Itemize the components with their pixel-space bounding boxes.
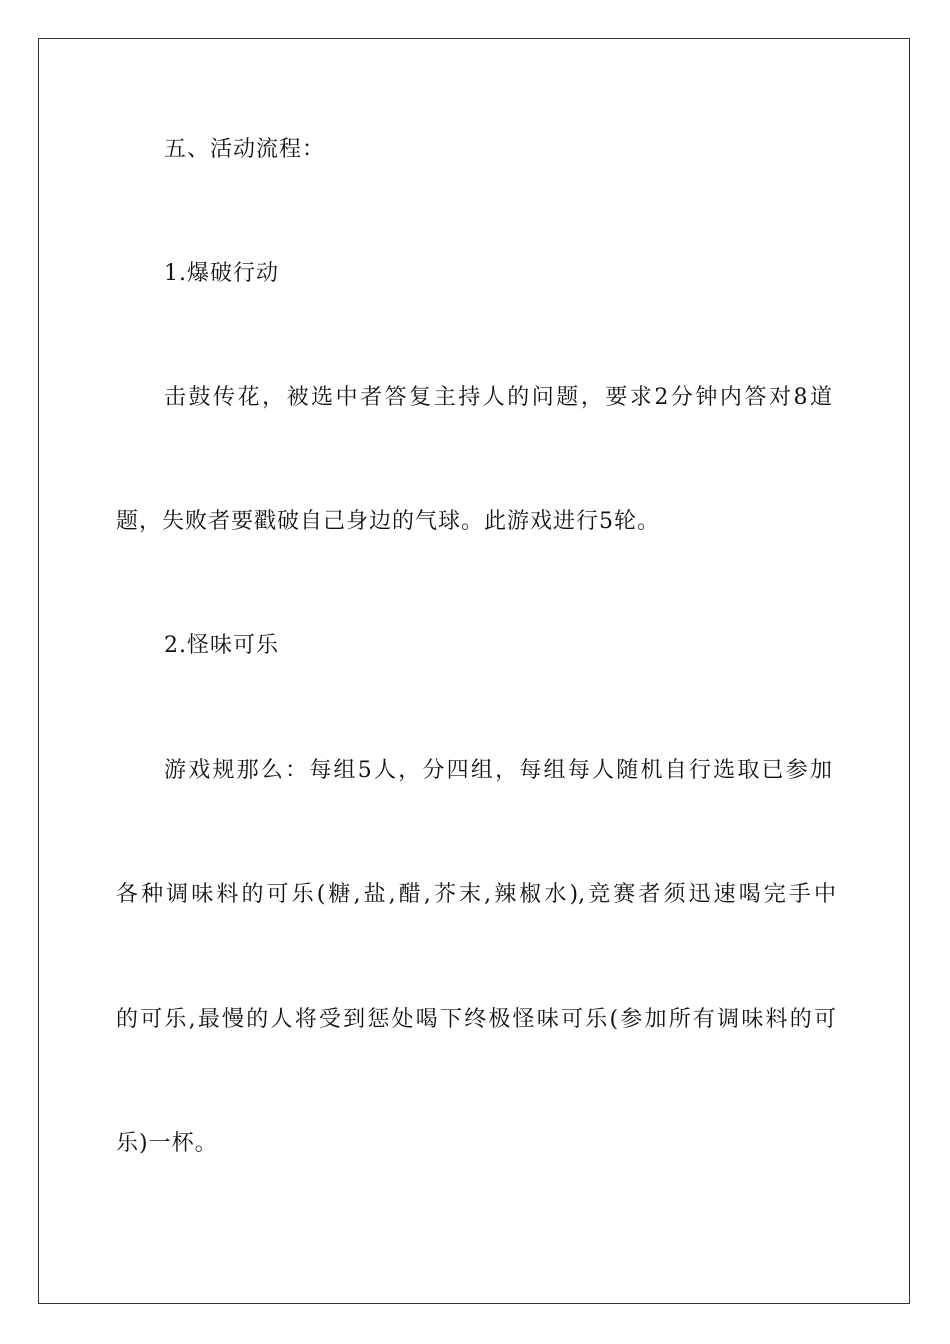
item-2-paragraph-line-1: 游戏规那么：每组5人，分四组，每组每人随机自行选取已参加 [164,758,832,783]
item-1-title: 1.爆破行动 [164,261,279,286]
item-2-paragraph-line-2: 各种调味料的可乐(糖,盐,醋,芥末,辣椒水),竞赛者须迅速喝完手中 [116,882,836,907]
item-2-paragraph-line-4: 乐)一杯。 [116,1131,218,1156]
section-heading: 五、活动流程： [164,137,326,162]
item-1-paragraph-line-1: 击鼓传花，被选中者答复主持人的问题，要求2分钟内答对8道 [164,385,832,410]
item-1-paragraph-line-2: 题，失败者要戳破自己身边的气球。此游戏进行5轮。 [116,509,660,534]
item-2-paragraph-line-3: 的可乐,最慢的人将受到惩处喝下终极怪味可乐(参加所有调味料的可 [116,1007,836,1032]
page-border [38,38,910,1304]
item-2-title: 2.怪味可乐 [164,633,279,658]
